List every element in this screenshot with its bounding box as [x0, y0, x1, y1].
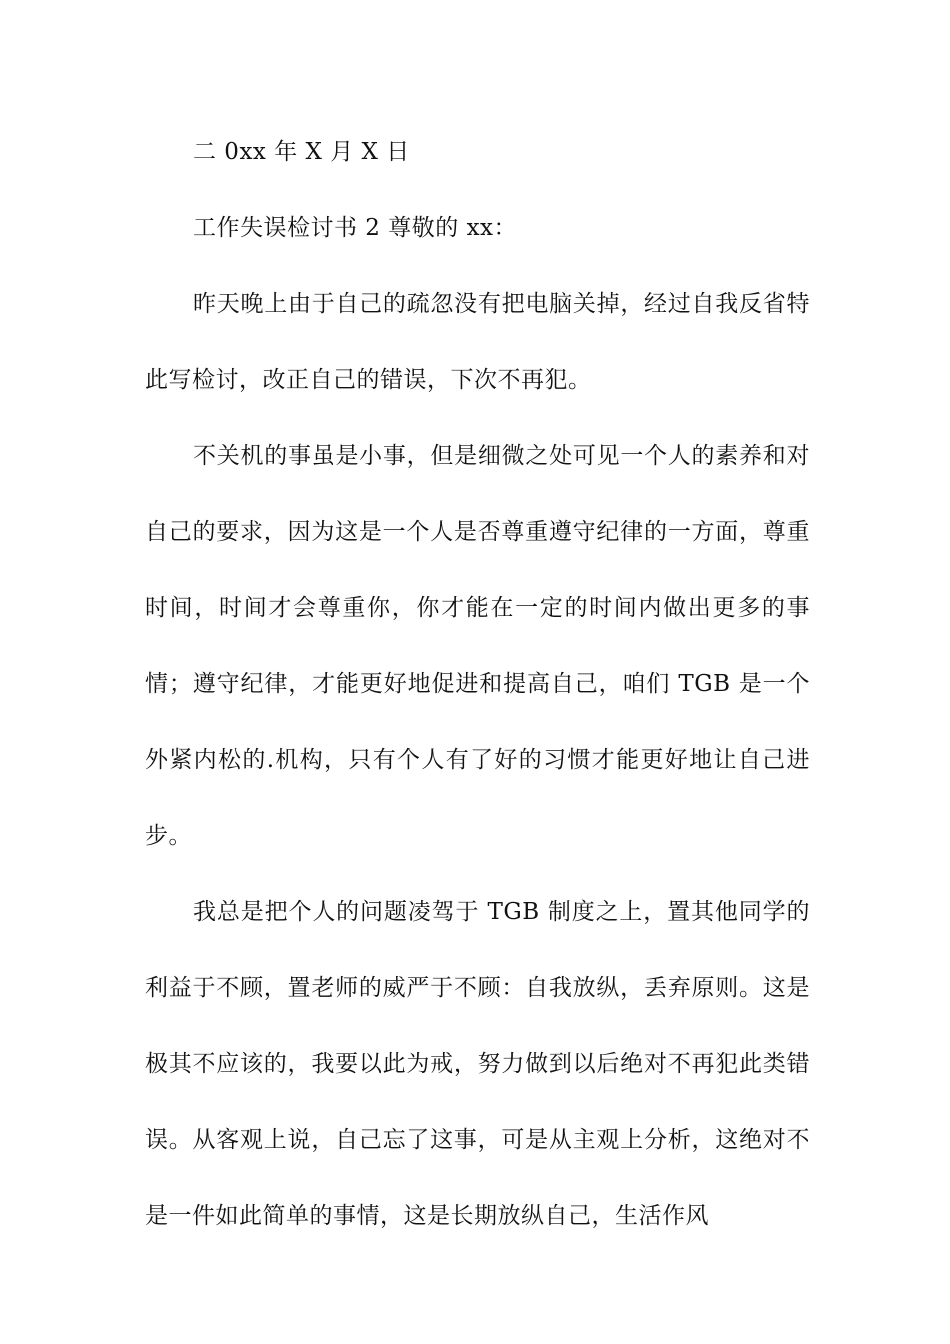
- paragraph-3: 我总是把个人的问题凌驾于 TGB 制度之上，置其他同学的利益于不顾，置老师的威严于不顾：自我放纵，丢弃原则。这是极其不应该的，我要以此为戒，努力做到以后绝对不再犯此类错误。从客观上说，自己忘了这事，可是从主观上分析，这绝对不是一件如此简单的事情，这是长期放纵自己，生活作风: [145, 899, 810, 1229]
- paragraph-1: 昨天晚上由于自己的疏忽没有把电脑关掉，经过自我反省特此写检讨，改正自己的错误，下次不再犯。: [145, 291, 810, 393]
- paragraph-block-1: [145, 266, 810, 418]
- paragraph-block-3: [145, 874, 810, 1254]
- paragraph-block-2: [145, 418, 810, 874]
- letter-title-salutation: 工作失误检讨书 2 尊敬的 xx：: [193, 215, 518, 241]
- date-line-block: [145, 114, 810, 190]
- date-line: 二 0xx 年 X 月 X 日: [193, 139, 410, 165]
- paragraph-2: 不关机的事虽是小事，但是细微之处可见一个人的素养和对自己的要求，因为这是一个人是否尊重遵守纪律的一方面，尊重时间，时间才会尊重你，你才能在一定的时间内做出更多的事情；遵守纪律，才能更好地促进和提高自己，咱们 TGB 是一个外紧内松的.机构，只有个人有了好的习惯才能更好地让自己进步。: [145, 443, 810, 849]
- title-line-block: [145, 190, 810, 266]
